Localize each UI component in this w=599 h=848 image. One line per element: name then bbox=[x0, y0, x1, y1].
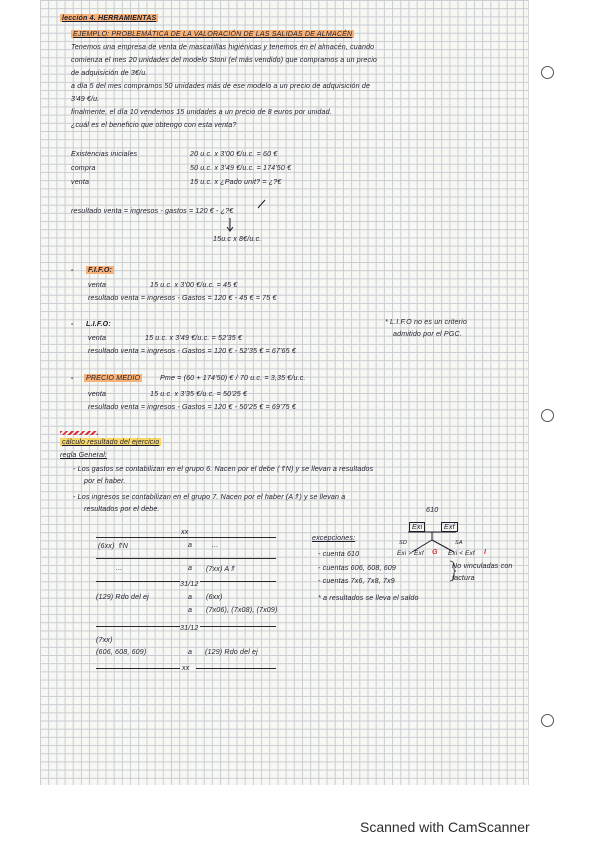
lifo-venta-label: venta bbox=[88, 334, 107, 342]
fifo-venta: 15 u.c. x 3'00 €/u.c. = 45 € bbox=[150, 281, 238, 289]
diagram-rule-left: Exi > Exf bbox=[397, 550, 424, 557]
scanner-watermark: Scanned with CamScanner bbox=[360, 819, 530, 835]
wavy-divider bbox=[60, 431, 98, 435]
lifo-result: resultado venta = ingresos - Gastos = 120 € - 52'35 € = 67'65 € bbox=[88, 347, 296, 355]
diagram-top: 610 bbox=[426, 506, 439, 514]
exceptions-note: factura bbox=[452, 574, 475, 582]
pm-formula: Pme = (60 + 174'50) € / 70 u.c. = 3,35 €/u.c. bbox=[160, 374, 306, 382]
journal-left: (129) Rdo del ej bbox=[96, 593, 149, 601]
binder-hole bbox=[541, 714, 554, 727]
rule-line: - Los ingresos se contabilizan en el grupo 7. Nacen por el haber (A⇑) y se llevan a bbox=[73, 493, 346, 501]
row-label: venta bbox=[71, 178, 90, 186]
bullet-icon: - bbox=[71, 266, 74, 274]
exceptions-title: excepciones: bbox=[312, 534, 356, 542]
lifo-note: * L.I.F.O no es un criterio bbox=[385, 318, 467, 326]
pm-venta-label: venta bbox=[88, 390, 107, 398]
journal-right: (129) Rdo del ej bbox=[205, 648, 258, 656]
row-calc: 15 u.c. x ¿Pado unit? = ¿?€ bbox=[190, 178, 282, 186]
diagram-g: G bbox=[432, 548, 438, 556]
lifo-venta: 15 u.c. x 3'49 €/u.c. = 52'35 € bbox=[145, 334, 243, 342]
journal-right: (7x06), (7x08), (7x09) bbox=[206, 606, 278, 614]
diagram-rule-right: Exi < Exf bbox=[448, 550, 475, 557]
lifo-title: L.I.F.O: bbox=[86, 320, 111, 328]
binder-hole bbox=[541, 66, 554, 79]
journal-rule bbox=[196, 668, 276, 669]
arrow-icon bbox=[220, 200, 280, 240]
brace-icon bbox=[448, 560, 456, 582]
journal-left: (606, 608, 609) bbox=[96, 648, 147, 656]
diagram-exi: Exi bbox=[409, 522, 425, 532]
example-line: finalmente, el día 10 vendemos 15 unidades a un precio de 8 euros por unidad. bbox=[71, 108, 332, 116]
fifo-title: F.I.F.O: bbox=[88, 266, 113, 274]
rule-line: - Los gastos se contabilizan en el grupo 6. Nacen por el debe (⇑N) y se llevan a resultados bbox=[73, 465, 374, 473]
journal-left: (7xx) bbox=[96, 636, 113, 644]
journal-a: a bbox=[188, 593, 193, 601]
lesson-title: lección 4. HERRAMIENTAS bbox=[62, 14, 157, 22]
journal-a: a bbox=[188, 564, 193, 572]
bullet-icon: - bbox=[71, 374, 74, 382]
example-line: de adquisición de 3€/u. bbox=[71, 69, 148, 77]
journal-a: a bbox=[188, 606, 193, 614]
journal-left: (6xx) ⇑N bbox=[98, 542, 129, 550]
lifo-note: admitido por el PGC. bbox=[393, 330, 462, 338]
journal-right: (7xx) A⇑ bbox=[206, 565, 236, 573]
example-line: ¿cuál es el beneficio que obtengo con esta venta? bbox=[71, 121, 237, 129]
diagram-sd: SD bbox=[399, 540, 408, 546]
example-line: comienza el mes 20 unidades del modelo Stoni (el más vendido) que compramos a un precio bbox=[71, 56, 378, 64]
bullet-icon: - bbox=[71, 320, 74, 328]
journal-date: 31/12 bbox=[180, 624, 199, 632]
regla-title: regla General: bbox=[60, 451, 108, 459]
exception-item: - cuenta 610 bbox=[318, 550, 360, 558]
journal-rule bbox=[96, 537, 276, 538]
journal-left: ... bbox=[116, 564, 123, 572]
journal-date: 31/12 bbox=[180, 580, 199, 588]
row-label: compra bbox=[71, 164, 96, 172]
journal-a: a bbox=[188, 648, 193, 656]
journal-a: a bbox=[188, 541, 193, 549]
journal-rule bbox=[96, 581, 180, 582]
example-line: Tenemos una empresa de venta de mascarillas higiénicas y tenemos en el almacén, cuando bbox=[71, 43, 375, 51]
arrow-note: 15u.c x 8€/u.c. bbox=[213, 235, 262, 243]
rule-line: por el haber. bbox=[84, 477, 126, 485]
exception-item: * a resultados se lleva el saldo bbox=[318, 594, 419, 602]
example-line: 3'49 €/u. bbox=[71, 95, 100, 103]
journal-xx: xx bbox=[182, 664, 190, 672]
exceptions-note: No vinculadas con bbox=[452, 562, 513, 570]
diagram-i: I bbox=[484, 548, 487, 556]
diagram-exf: Exf bbox=[441, 522, 458, 532]
row-label: Existencias iniciales bbox=[71, 150, 138, 158]
fifo-result: resultado venta = ingresos - Gastos = 120 € - 45 € = 75 € bbox=[88, 294, 277, 302]
binder-hole bbox=[541, 409, 554, 422]
exception-item: - cuentas 7x6, 7x8, 7x9 bbox=[318, 577, 395, 585]
calculo-title: cálculo resultado del ejercicio bbox=[62, 438, 160, 446]
journal-rule bbox=[200, 626, 276, 627]
journal-rule bbox=[200, 581, 276, 582]
journal-xx: xx bbox=[181, 528, 189, 536]
exception-item: - cuentas 606, 608, 609 bbox=[318, 564, 396, 572]
journal-rule bbox=[96, 558, 276, 559]
journal-rule bbox=[96, 668, 180, 669]
pm-venta: 15 u.c. x 3'35 €/u.c. = 50'25 € bbox=[150, 390, 248, 398]
journal-rule bbox=[96, 626, 180, 627]
journal-right: (6xx) bbox=[206, 593, 223, 601]
example-line: a día 5 del mes compramos 50 unidades más de ese modelo a un precio de adquisición de bbox=[71, 82, 371, 90]
pm-result: resultado venta = ingresos - Gastos = 120 € - 50'25 € = 69'75 € bbox=[88, 403, 296, 411]
result-formula: resultado venta = ingresos - gastos = 120 € - ¿?€ bbox=[71, 207, 234, 215]
diagram-sa: SA bbox=[455, 540, 463, 546]
row-calc: 20 u.c. x 3'00 €/u.c. = 60 € bbox=[190, 150, 278, 158]
rule-line: resultados por el debe. bbox=[84, 505, 160, 513]
row-calc: 50 u.c. x 3'49 €/u.c. = 174'50 € bbox=[190, 164, 292, 172]
pm-title: PRECIO MEDIO bbox=[86, 374, 141, 382]
fifo-venta-label: venta bbox=[88, 281, 107, 289]
example-title: EJEMPLO: PROBLEMÁTICA DE LA VALORACIÓN DE LAS SALIDAS DE ALMACÉN bbox=[73, 30, 353, 38]
journal-right: ... bbox=[212, 541, 219, 549]
